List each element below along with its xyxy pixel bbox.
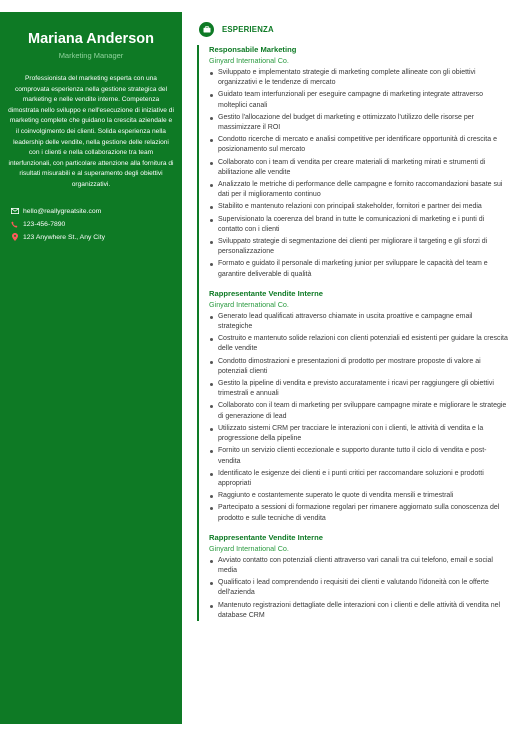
list-item: Collaborato con il team di marketing per sviluppare campagne mirate e migliorare le strategie di generazione di lead bbox=[209, 401, 508, 421]
profile-name: Mariana Anderson bbox=[28, 31, 154, 47]
contact-email[interactable] bbox=[10, 205, 182, 218]
contact-address[interactable] bbox=[10, 231, 182, 244]
main-content bbox=[196, 22, 508, 630]
contact-list bbox=[0, 205, 182, 244]
job-bullets bbox=[209, 68, 508, 280]
contact-address-text: 123 Anywhere St., Any City bbox=[23, 233, 105, 241]
job-title: Responsabile Marketing bbox=[209, 45, 297, 54]
job-company: Ginyard International Co. bbox=[209, 299, 289, 309]
list-item: Qualificato i lead comprendendo i requisiti dei clienti e valutando l'idoneità con le offerte dell'azienda bbox=[209, 578, 508, 598]
list-item: Identificato le esigenze dei clienti e i punti critici per raccomandare soluzioni e prodotti appropriati bbox=[209, 469, 508, 489]
list-item: Collaborato con i team di vendita per creare materiali di marketing mirati e strumenti di abilitazione alle vendite bbox=[209, 158, 508, 178]
list-item: Utilizzato sistemi CRM per tracciare le interazioni con i clienti, le attività di vendita e la progressione della pipeline bbox=[209, 424, 508, 444]
job-company: Ginyard International Co. bbox=[209, 543, 289, 553]
job-title: Rappresentante Vendite Interne bbox=[209, 532, 323, 542]
profile-role: Marketing Manager bbox=[58, 51, 124, 60]
list-item: Stabilito e mantenuto relazioni con principali stakeholder, fornitori e partner dei media bbox=[209, 202, 508, 212]
contact-phone[interactable] bbox=[10, 218, 182, 231]
list-item: Condotto dimostrazioni e presentazioni di prodotto per mostrare proposte di valore ai potenziali clienti bbox=[209, 357, 508, 377]
phone-icon bbox=[10, 221, 19, 228]
list-item: Supervisionato la coerenza del brand in tutte le comunicazioni di marketing e i punti di contatto con i clienti bbox=[209, 215, 508, 235]
job-bullets bbox=[209, 312, 508, 524]
briefcase-icon bbox=[199, 22, 214, 37]
sidebar bbox=[0, 12, 182, 724]
list-item: Formato e guidato il personale di marketing junior per sviluppare le capacità del team e garantire deliverable di qualità bbox=[209, 259, 508, 279]
list-item: Condotto ricerche di mercato e analisi competitive per identificare opportunità di crescita e posizionamento sul mercato bbox=[209, 135, 508, 155]
envelope-icon bbox=[10, 208, 19, 214]
list-item: Raggiunto e costantemente superato le quote di vendita mensili e trimestrali bbox=[209, 491, 508, 501]
location-pin-icon bbox=[10, 233, 19, 241]
experience-title: ESPERIENZA bbox=[222, 25, 274, 34]
job-company: Ginyard International Co. bbox=[209, 56, 289, 65]
list-item: Gestito l'allocazione del budget di marketing e ottimizzato l'utilizzo delle risorse per massimizzare il ROI bbox=[209, 113, 508, 133]
list-item: Sviluppato strategie di segmentazione dei clienti per migliorare il targeting e gli sforzi di personalizzazione bbox=[209, 237, 508, 257]
job-entry bbox=[209, 45, 508, 280]
job-title: Rappresentante Vendite Interne bbox=[209, 288, 323, 298]
list-item: Partecipato a sessioni di formazione regolari per rimanere aggiornato sulla conoscenza del prodotto e sulle tecniche di vendita bbox=[209, 503, 508, 523]
contact-phone-text: 123-456-7890 bbox=[23, 220, 66, 228]
list-item: Fornito un servizio clienti eccezionale e supporto durante tutto il ciclo di vendita e post-vendita bbox=[209, 446, 508, 466]
job-bullets bbox=[209, 556, 508, 621]
list-item: Avviato contatto con potenziali clienti attraverso vari canali tra cui telefono, email e social media bbox=[209, 556, 508, 576]
job-entry bbox=[209, 533, 508, 621]
list-item: Gestito la pipeline di vendita e previsto accuratamente i ricavi per raggiungere gli obiettivi trimestrali e annuali bbox=[209, 379, 508, 399]
profile-summary: Professionista del marketing esperta con una comprovata esperienza nella gestione strategica del marketing e nelle vendite interne. Competenza dimostrata nello sviluppo e nell'esecuzione di iniziative di marketing complete che guidano la crescita aziendale e il coinvolgimento dei clienti. Solida esperienza nella leadership delle vendite, nella gestione delle relazioni con i clienti e nella collaborazione tra team interfunzionali, con particolare attenzione alla fornitura di risultati misurabili e al superamento degli obiettivi organizzativi. bbox=[8, 75, 174, 188]
list-item: Sviluppato e implementato strategie di marketing complete allineate con gli obiettivi organizzativi e le tendenze di mercato bbox=[209, 68, 508, 88]
experience-timeline bbox=[196, 45, 508, 621]
list-item: Guidato team interfunzionali per eseguire campagne di marketing integrate attraverso molteplici canali bbox=[209, 90, 508, 110]
experience-header bbox=[199, 22, 508, 37]
contact-email-text: hello@reallygreatsite.com bbox=[23, 207, 102, 215]
list-item: Costruito e mantenuto solide relazioni con clienti potenziali ed esistenti per guidare la crescita delle vendite bbox=[209, 334, 508, 354]
job-entry bbox=[209, 289, 508, 524]
list-item: Analizzato le metriche di performance delle campagne e fornito raccomandazioni basate sui dati per il miglioramento continuo bbox=[209, 180, 508, 200]
list-item: Generato lead qualificati attraverso chiamate in uscita proattive e campagne email strategiche bbox=[209, 312, 508, 332]
list-item: Mantenuto registrazioni dettagliate delle interazioni con i clienti e delle attività di vendita nel database CRM bbox=[209, 601, 508, 621]
timeline-line bbox=[197, 45, 199, 621]
